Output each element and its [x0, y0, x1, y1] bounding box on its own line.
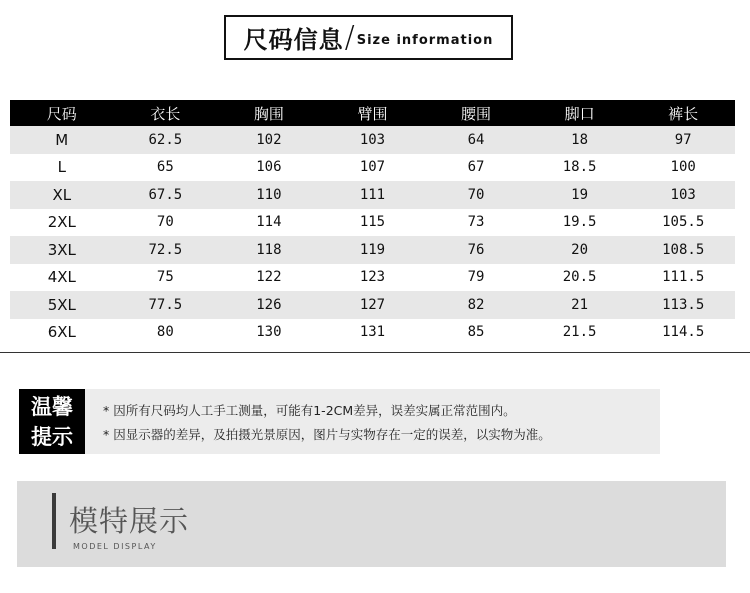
table-cell: 75 [156, 269, 174, 286]
table-cell: 131 [359, 324, 386, 341]
table-cell: 70 [156, 214, 174, 231]
table-cell: 21.5 [562, 324, 597, 341]
table-cell: 18 [528, 126, 632, 154]
column-header: 腰围 [424, 100, 528, 126]
table-row [10, 154, 735, 182]
table-cell: 62.5 [114, 126, 218, 154]
accent-bar [52, 493, 56, 549]
notice-line-2: * 因显示器的差异，及拍摄光景原因，图片与实物存在一定的误差，以实物为准。 [103, 427, 551, 442]
size-cell: M [10, 126, 114, 154]
size-cell: L [57, 158, 66, 177]
column-header: 脚口 [528, 100, 632, 126]
size-cell: 4XL [47, 268, 76, 287]
table-cell: 111 [321, 181, 425, 209]
title-chinese: 尺码信息 [243, 26, 344, 54]
table-row [10, 264, 735, 292]
table-cell: 72.5 [114, 236, 218, 264]
table-cell: 21 [528, 291, 632, 319]
table-cell: 110 [217, 181, 321, 209]
table-header-row [10, 100, 735, 126]
size-cell: 5XL [10, 291, 114, 319]
table-cell: 97 [631, 126, 735, 154]
divider [0, 352, 750, 353]
notice-panel [19, 389, 660, 454]
size-cell: XL [10, 181, 114, 209]
table-cell: 108.5 [631, 236, 735, 264]
model-display-banner [17, 481, 726, 567]
table-cell: 118 [217, 236, 321, 264]
notice-line-1: * 因所有尺码均人工手工测量，可能有1-2CM差异，误差实属正常范围内。 [103, 403, 516, 418]
table-row [10, 236, 735, 264]
table-cell: 123 [359, 269, 386, 286]
table-cell: 115 [359, 214, 386, 231]
model-display-title: 模特展示 [69, 504, 190, 538]
table-cell: 103 [631, 181, 735, 209]
table-cell: 100 [670, 159, 696, 176]
table-cell: 20 [528, 236, 632, 264]
table-cell: 106 [256, 159, 282, 176]
size-cell: 6XL [47, 323, 76, 342]
column-header: 臂围 [321, 100, 425, 126]
table-row [10, 319, 735, 347]
table-cell: 114 [256, 214, 282, 231]
model-display-subtitle: MODEL DISPLAY [73, 542, 157, 551]
notice-badge [19, 389, 85, 454]
table-cell: 19.5 [562, 214, 597, 231]
size-table [10, 100, 735, 346]
table-cell: 20.5 [562, 269, 597, 286]
table-row [10, 126, 735, 154]
table-row [10, 209, 735, 237]
size-cell: 2XL [47, 213, 76, 232]
table-row [10, 181, 735, 209]
size-cell: 3XL [10, 236, 114, 264]
column-header: 衣长 [114, 100, 218, 126]
notice-badge-line1: 温馨 [31, 394, 73, 419]
table-cell: 80 [156, 324, 174, 341]
table-cell: 19 [528, 181, 632, 209]
table-cell: 67 [467, 159, 485, 176]
table-cell: 114.5 [662, 324, 705, 341]
table-body [10, 126, 735, 346]
table-cell: 77.5 [114, 291, 218, 319]
table-cell: 65 [156, 159, 174, 176]
table-cell: 79 [467, 269, 485, 286]
table-cell: 82 [424, 291, 528, 319]
table-cell: 130 [256, 324, 282, 341]
table-cell: 107 [359, 159, 386, 176]
column-header: 尺码 [10, 100, 114, 126]
title-english: Size information [356, 33, 494, 48]
table-cell: 127 [321, 291, 425, 319]
table-cell: 64 [424, 126, 528, 154]
table-cell: 105.5 [662, 214, 705, 231]
column-header: 胸围 [217, 100, 321, 126]
table-cell: 67.5 [114, 181, 218, 209]
table-cell: 76 [424, 236, 528, 264]
column-header: 裤长 [631, 100, 735, 126]
table-cell: 103 [321, 126, 425, 154]
table-cell: 126 [217, 291, 321, 319]
table-cell: 119 [321, 236, 425, 264]
notice-badge-line2: 提示 [31, 424, 73, 449]
table-cell: 122 [256, 269, 282, 286]
table-cell: 111.5 [662, 269, 705, 286]
table-cell: 18.5 [562, 159, 597, 176]
section-title [224, 15, 513, 60]
title-slash: / [344, 20, 355, 55]
table-cell: 113.5 [631, 291, 735, 319]
table-cell: 85 [467, 324, 485, 341]
table-cell: 102 [217, 126, 321, 154]
table-cell: 73 [467, 214, 485, 231]
table-cell: 70 [424, 181, 528, 209]
table-row [10, 291, 735, 319]
